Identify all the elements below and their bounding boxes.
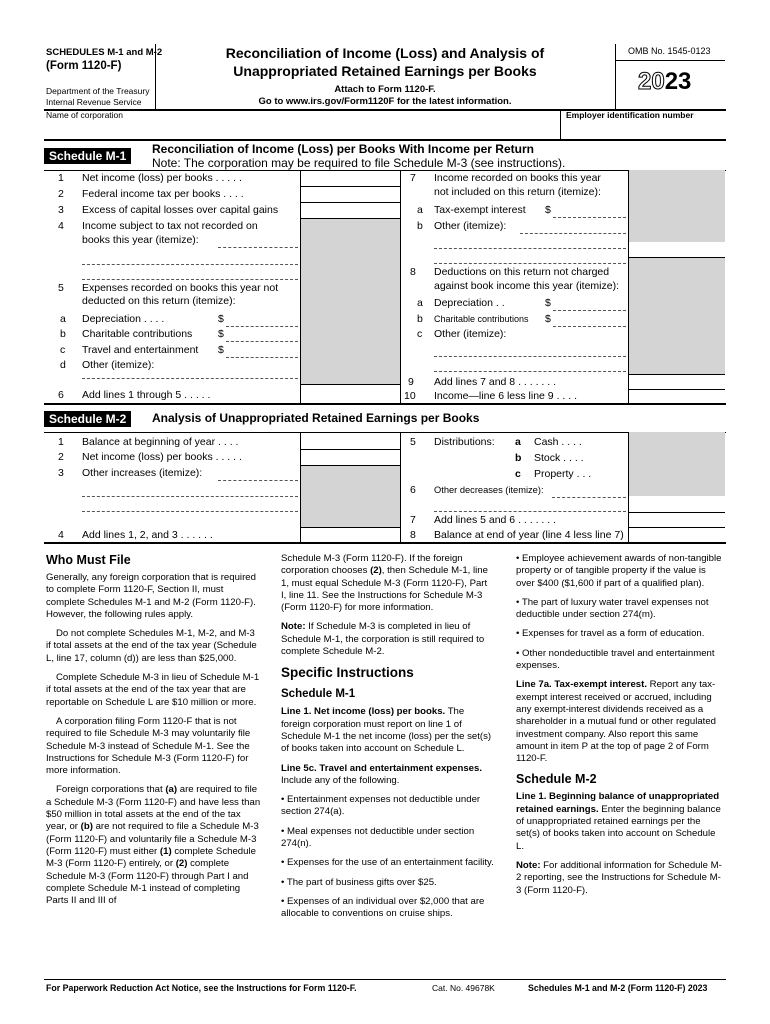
m1-line8-label-a: Deductions on this return not charged [434, 266, 610, 278]
m1-line8-label-b: against book income this year (itemize): [434, 280, 619, 292]
m1-line9-label: Add lines 7 and 8 . . . . . . . [434, 376, 556, 388]
schedule-m2-title: Analysis of Unappropriated Retained Earnings per Books [152, 411, 480, 425]
m2-line1-instruction-text: Enter the beginning balance of unappropriated retained earnings per the set(s) of books taken into account on Schedule L. [516, 803, 721, 852]
m1-line5b-dollar: $ [218, 328, 224, 340]
m1-line7a-label: Tax-exempt interest [434, 204, 526, 216]
m1-line3-rule [301, 218, 400, 219]
who-paragraph-4: A corporation filing Form 1120-F that is not required to file Schedule M-3 may voluntarily file Schedule M-3 instead of Schedule M-1. See the Instructions for Schedule M-3 (Form 1120-F) for more information. [46, 715, 251, 777]
m2-line5a-label: Cash . . . . [534, 436, 582, 448]
m1-line7a-amount-field[interactable] [553, 217, 626, 218]
m2-line2-label: Net income (loss) per books . . . . . [82, 451, 242, 463]
m1-line8b-amount-field[interactable] [553, 326, 626, 327]
m1-line6-text: Add lines 1 through 5 [82, 389, 182, 401]
m1-top-rule [44, 170, 726, 171]
m1-line10-amount[interactable] [632, 390, 722, 403]
m2-line4-amount[interactable] [304, 529, 396, 542]
m1-line3-label: Excess of capital losses over capital gains [82, 204, 279, 216]
instructions-column-3 [516, 553, 726, 904]
who-paragraph-5 [46, 784, 261, 907]
line1-instruction-text: The foreign corporation must report on line 1 of Schedule M-1 the net income (loss) per the set(s) of books taken into account on Schedule L. [281, 706, 492, 755]
p5-i: complete Schedule M-3 (Form 1120-F) through Part I and complete Schedule M-1 instead of completing Parts II and III of [46, 858, 249, 907]
m2-line5b-text: Stock [534, 452, 561, 464]
form-id-line2: (Form 1120-F) [46, 60, 122, 72]
ein-divider [560, 109, 561, 139]
m2-line1-text: Balance at beginning of year [82, 436, 216, 448]
m1-line1-dots: . . . . . [212, 172, 242, 184]
m1-line8b-label: Charitable contributions [434, 314, 529, 324]
p5-h: (2) [175, 858, 188, 870]
m1-line2-text: Federal income tax per books [82, 188, 221, 200]
c2-paragraph-1 [281, 553, 495, 614]
m1-line7-rule [629, 257, 725, 258]
c2p1-a: Schedule M-3 (Form 1120-F). If the foreign corporation chooses [281, 553, 463, 577]
line1-instruction-label: Line 1. Net income (loss) per books. [281, 706, 446, 718]
bullet-4: • The part of business gifts over $25. [281, 876, 437, 888]
m2-line1-number: 1 [58, 436, 64, 448]
m1-line7-number: 7 [410, 172, 416, 184]
schedule-m2-tag: Schedule M-2 [44, 411, 131, 427]
m1-line5c-letter: c [60, 344, 66, 356]
m2-line5-number: 5 [410, 436, 416, 448]
m1-line8c-letter: c [417, 328, 423, 340]
m1-line2-dots: . . . . [220, 188, 244, 200]
who-paragraph-3: Complete Schedule M-3 in lieu of Schedule M-1 if total assets at the end of the tax year that are reportable on Schedule L are $10 million or more. [46, 672, 260, 708]
m2-line2-rule [301, 465, 400, 466]
m2-line2-text: Net income (loss) per books [82, 451, 213, 463]
m2-line6-itemize-line1[interactable] [552, 497, 626, 498]
goto-instruction: Go to www.irs.gov/Form1120F for the latest information. [258, 96, 512, 107]
m1-line4-number: 4 [58, 220, 64, 232]
c2p1-b: (2) [370, 565, 382, 577]
m1-line4-label-b: books this year (itemize): [82, 234, 199, 246]
p5-e: are not required to file a Schedule M-3 (Form 1120-F) and voluntarily file a Schedule M-3 (Form 1120-F) must either [46, 821, 259, 857]
m1-line6-amount[interactable] [304, 389, 396, 402]
m1-line8b-dollar: $ [545, 313, 551, 325]
line7a-instruction-text: Report any tax-exempt interest received or accrued, including any exempt-interest dividends received as a shareholder in a mutual fund or other regulated investment company. Also report this same amount in item P at the top of page 2 of Form 1120-F. [516, 679, 716, 765]
m1-line8a-text: Depreciation [434, 297, 493, 309]
title-line2: Unappropriated Retained Earnings per Books [233, 63, 537, 79]
m1-line5c-label: Travel and entertainment [82, 344, 199, 356]
bullet-3: • Expenses for the use of an entertainment facility. [281, 857, 494, 869]
m2-left-shaded-area [301, 465, 400, 527]
name-label: Name of corporation [46, 110, 124, 120]
m1-line10-label: Income—line 6 less line 9 . . . . [434, 390, 577, 402]
c2-note-label: Note: [281, 621, 306, 633]
m1-line6-label [82, 389, 210, 402]
m1-line3-amount[interactable] [304, 204, 396, 217]
m1-line5-label-b: deducted on this return (itemize): [82, 295, 236, 307]
m1-line1-label [82, 172, 242, 185]
c2p1-c: , then Schedule M-1, line 1, must equal Schedule M-3 (Form 1120-F), Part I, line 11. See the Instructions for Schedule M-3 (Form 1120-F) for more information. [281, 565, 488, 614]
header-divider-right [615, 44, 616, 109]
c3-bullet-3: • Expenses for travel as a form of education. [516, 628, 705, 640]
m1-line5-label-a: Expenses recorded on books this year not [82, 282, 279, 294]
dept-line2: Internal Revenue Service [46, 97, 142, 107]
m1-line8-number: 8 [410, 266, 416, 278]
attach-instruction: Attach to Form 1120-F. [334, 84, 436, 95]
m2-line1-label: Balance at beginning of year . . . . [82, 436, 239, 448]
m1-line4-itemize-line1[interactable] [218, 247, 298, 248]
m2-line5c-letter: c [515, 468, 521, 480]
m1-line1-amount[interactable] [304, 172, 396, 185]
ein-field[interactable] [566, 122, 716, 135]
m1-line4-itemize-line3[interactable] [82, 279, 298, 280]
m1-line5a-dollar: $ [218, 313, 224, 325]
line7a-instruction-label: Line 7a. Tax-exempt interest. [516, 679, 647, 691]
m2-line8-number: 8 [410, 529, 416, 541]
m2-line3-itemize-line3[interactable] [82, 511, 298, 512]
footer-form-id: Schedules M-1 and M-2 (Form 1120-F) 2023 [528, 983, 708, 993]
schedule-m1-tag: Schedule M-1 [44, 148, 131, 164]
m2-line6-itemize-line2[interactable] [434, 511, 626, 512]
c3-bullet-1: • Employee achievement awards of non-tangible property or of tangible property if the value is over $400 ($1,600 if part of a qualified plan). [516, 553, 722, 589]
m1-line4-itemize-line2[interactable] [82, 264, 298, 265]
m1-line10-number: 10 [404, 390, 416, 402]
year-bold: 23 [664, 68, 692, 95]
m1-line9-text: Add lines 7 and 8 [434, 376, 516, 388]
who-must-file-heading: Who Must File [46, 553, 131, 567]
ein-label: Employer identification number [566, 110, 694, 120]
m1-line5-rule [301, 384, 400, 385]
m1-line5d-letter: d [60, 359, 66, 371]
m1-line5b-amount-field[interactable] [226, 341, 298, 342]
m2-line7-number: 7 [410, 514, 416, 526]
m1-line10-text: Income—line 6 less line 9 [434, 390, 554, 402]
m1-line5a-text: Depreciation [82, 313, 141, 325]
footer-paperwork-notice: For Paperwork Reduction Act Notice, see the Instructions for Form 1120-F. [46, 983, 357, 993]
m2-line1-rule [301, 449, 400, 450]
m2-line3-label: Other increases (itemize): [82, 467, 203, 479]
footer-cat-number: Cat. No. 49678K [432, 983, 495, 993]
m2-line2-number: 2 [58, 451, 64, 463]
line5c-instruction-label: Line 5c. Travel and entertainment expenses. [281, 762, 483, 774]
m2-line5a-letter: a [515, 436, 521, 448]
line5c-instruction-text: Include any of the following. [281, 774, 400, 786]
m2-line6-rule [629, 512, 725, 513]
omb-divider [615, 60, 725, 61]
m2-line2-amount[interactable] [304, 451, 396, 464]
c2-note [281, 621, 495, 658]
bullet-1: • Entertainment expenses not deductible under section 274(a). [281, 794, 481, 818]
m2-line1-instruction [516, 791, 726, 852]
m1-line6-number: 6 [58, 389, 64, 401]
m1-line2-rule [301, 202, 400, 203]
who-paragraph-2: Do not complete Schedules M-1, M-2, and M-3 if total assets at the end of the tax year (Schedule L, line 17, column (d)) are less than $25,000. [46, 628, 257, 664]
m1-line5b-label: Charitable contributions [82, 328, 193, 340]
m2-line6-label: Other decreases (itemize): [434, 485, 544, 495]
m1-line7b-itemize-line2[interactable] [434, 248, 626, 249]
m2-line5b-letter: b [515, 452, 522, 464]
specific-instructions-heading: Specific Instructions [281, 665, 414, 681]
m1-line7b-letter: b [417, 220, 423, 232]
m1-line2-number: 2 [58, 188, 64, 200]
m1-left-shaded-area [301, 218, 400, 384]
m2-line6-amount[interactable] [632, 498, 722, 511]
c3-bullet-2: • The part of luxury water travel expenses not deductible under section 274(m). [516, 596, 709, 621]
m2-center-divider [400, 432, 401, 542]
m1-line1-rule [301, 186, 400, 187]
bullet-2: • Meal expenses not deductible under section 274(n). [281, 825, 475, 850]
line1-instruction [281, 706, 495, 755]
m1-instructions-heading: Schedule M-1 [281, 688, 356, 701]
p5-d: (b) [80, 821, 93, 833]
m1-line5a-letter: a [60, 313, 66, 325]
p5-b: (a) [165, 784, 178, 796]
m1-line7-amount[interactable] [632, 243, 722, 256]
m1-line5-amount[interactable] [304, 370, 396, 383]
c3-bullet-4: • Other nondeductible travel and entertainment expenses. [516, 647, 715, 672]
m1-line7-label-b: not included on this return (itemize): [434, 186, 601, 198]
p5-c: are required to file a Schedule M-3 (Form 1120-F) and have less than $50 million in total assets at the end of the tax year, or [46, 784, 261, 833]
m1-line5-number: 5 [58, 282, 64, 294]
m2-bottom-rule [44, 542, 726, 544]
m1-line7-label-a: Income recorded on books this year [434, 172, 601, 184]
m1-line5c-amount-field[interactable] [226, 357, 298, 358]
m2-note-label: Note: [516, 859, 541, 871]
m2-right-shaded-area [629, 432, 725, 496]
m1-line5c-dollar: $ [218, 344, 224, 356]
m2-top-rule [44, 432, 726, 433]
m2-line4-number: 4 [58, 529, 64, 541]
m1-line5d-label: Other (itemize): [82, 359, 155, 371]
instructions-column-2 [281, 553, 495, 928]
m2-line8-label: Balance at end of year (line 4 less line 7) [434, 529, 624, 541]
m1-center-divider [400, 170, 401, 403]
c2-note-text: If Schedule M-3 is completed in lieu of Schedule M-1, the corporation is still required to complete Schedule M-2. [281, 621, 485, 658]
p5-f: (1) [159, 845, 172, 857]
m1-right-shaded-area-1 [629, 170, 725, 242]
m2-note [516, 860, 726, 897]
footer-rule [44, 979, 726, 980]
m1-line2-amount[interactable] [304, 188, 396, 201]
year-outline: 20 [638, 68, 665, 95]
m2-line4-text: Add lines 1, 2, and 3 [82, 529, 178, 541]
m1-line9-amount[interactable] [632, 376, 722, 389]
m2-line7-label: Add lines 5 and 6 . . . . . . . [434, 514, 556, 526]
bullet-5: • Expenses of an individual over $2,000 that are allocable to conventions on cruise ships. [281, 895, 485, 920]
m1-line6-dots: . . . . . [181, 389, 211, 401]
m1-line1-text: Net income (loss) per books [82, 172, 213, 184]
instructions-column-1 [46, 553, 261, 914]
dept-line1: Department of the Treasury [46, 86, 150, 96]
m2-line3-number: 3 [58, 467, 64, 479]
m1-line8c-itemize-line1[interactable] [434, 356, 626, 357]
m2-line3-itemize-line1[interactable] [218, 480, 298, 481]
p5-a: Foreign corporations that [56, 784, 166, 796]
m1-line5a-amount-field[interactable] [226, 326, 298, 327]
header-divider-left [155, 44, 156, 109]
m2-line1-instruction-label: Line 1. Beginning balance of unappropriated retained earnings. [516, 791, 720, 815]
m2-line7-text: Add lines 5 and 6 [434, 514, 516, 526]
m1-line3-number: 3 [58, 204, 64, 216]
m1-line7a-dollar: $ [545, 204, 551, 216]
m2-line5c-label: Property . . . [534, 468, 592, 480]
m1-line8c-label: Other (itemize): [434, 328, 507, 340]
m1-line8b-letter: b [417, 313, 423, 325]
m2-line8-amount[interactable] [632, 529, 722, 542]
corporation-name-field[interactable] [46, 122, 556, 135]
m1-line8a-amount-field[interactable] [553, 310, 626, 311]
m2-line3-rule [301, 527, 400, 528]
m1-line7b-itemize-line1[interactable] [520, 233, 626, 234]
m1-line8a-letter: a [417, 297, 423, 309]
omb-number: OMB No. 1545-0123 [628, 46, 711, 56]
m1-line9-number: 9 [408, 376, 414, 388]
m2-line3-itemize-line2[interactable] [82, 496, 298, 497]
m1-line7b-itemize-line3[interactable] [434, 263, 626, 264]
p5-g: complete Schedule M-3 (Form 1120-F) entirely, or [46, 845, 256, 870]
m1-line4-label-a: Income subject to tax not recorded on [82, 220, 258, 232]
m1-line5d-itemize-line[interactable] [82, 378, 298, 379]
m1-line1-number: 1 [58, 172, 64, 184]
m2-line7-rule [629, 527, 725, 528]
m1-line2-label [82, 188, 244, 201]
m1-line8-rule [629, 374, 725, 375]
schedule-m1-title: Reconciliation of Income (Loss) per Books With Income per Return [152, 142, 534, 156]
who-paragraph-1: Generally, any foreign corporation that is required to complete Form 1120-F, Section II, must complete Schedules M-1 and M-2 (Form 1120-F). However, the following rules apply. [46, 572, 256, 620]
name-row-bottom-rule [44, 139, 726, 141]
schedule-m1-note: Note: The corporation may be required to file Schedule M-3 (see instructions). [152, 156, 566, 170]
m2-line6-number: 6 [410, 484, 416, 496]
m2-line4-label: Add lines 1, 2, and 3 . . . . . . [82, 529, 213, 541]
m1-bottom-rule [44, 403, 726, 405]
m2-line1-amount[interactable] [304, 436, 396, 449]
m1-line5b-letter: b [60, 328, 66, 340]
m1-line7b-label: Other (itemize): [434, 220, 507, 232]
form-id-line1: SCHEDULES M-1 and M-2 [46, 47, 163, 58]
tax-year [638, 68, 691, 96]
title-line1: Reconciliation of Income (Loss) and Analysis of [225, 45, 545, 61]
m2-line5c-text: Property [534, 468, 574, 480]
m2-line5b-label: Stock . . . . [534, 452, 584, 464]
m1-line8-amount[interactable] [632, 360, 722, 373]
m1-line5a-dots: . . . . [140, 313, 165, 325]
line7a-instruction [516, 679, 726, 765]
m2-note-text: For additional information for Schedule M-2 reporting, see the Instructions for Schedule M-3 (Form 1120-F). [516, 859, 722, 896]
m1-line7a-letter: a [417, 204, 423, 216]
m2-instructions-heading: Schedule M-2 [516, 772, 597, 787]
m2-line5a-text: Cash [534, 436, 559, 448]
m2-line5-label: Distributions: [434, 436, 495, 448]
m1-line8a-label: Depreciation . . [434, 297, 505, 309]
m1-line5a-label [82, 313, 164, 326]
m2-line7-amount[interactable] [632, 514, 722, 527]
m1-right-shaded-area-2 [629, 258, 725, 374]
m1-line8c-itemize-line2[interactable] [434, 371, 626, 372]
m1-line8a-dollar: $ [545, 297, 551, 309]
line5c-instruction [281, 763, 495, 788]
